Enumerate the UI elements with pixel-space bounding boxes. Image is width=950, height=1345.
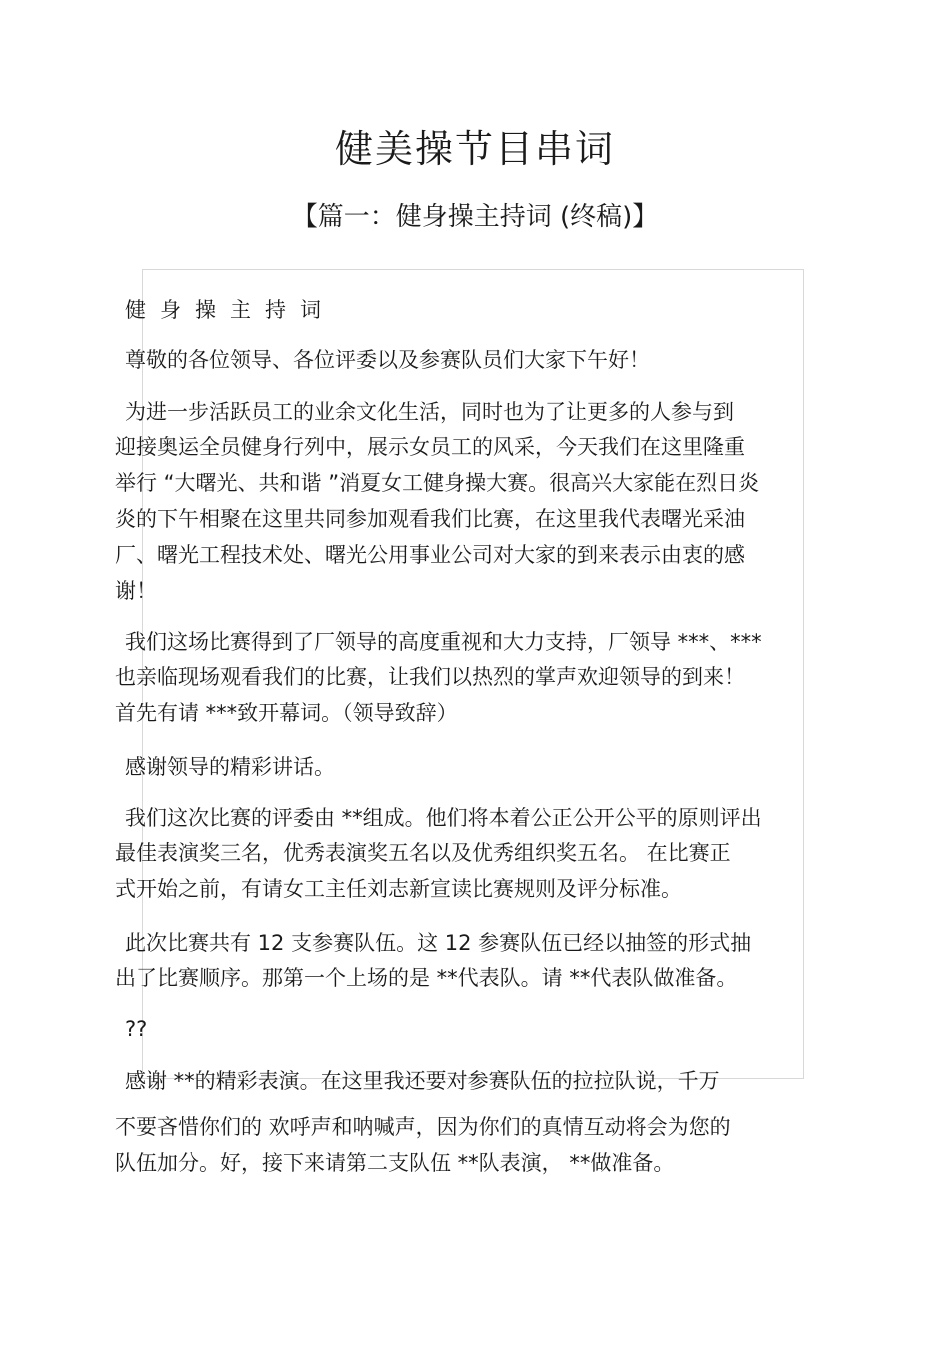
- judges-paragraph: 最佳表演奖三名，优秀表演奖五名以及优秀组织奖五名。 在比赛正 式开始之前，有请女工主任刘志新宣读比赛规则及评分标准。: [115, 841, 731, 901]
- teams-paragraph: 出了比赛顺序。那第一个上场的是 **代表队。请 **代表队做准备。: [115, 966, 738, 990]
- paragraph-line: 我们这场比赛得到了厂领导的高度重视和大力支持，厂领导 ***、***: [125, 630, 762, 654]
- document-title: 健美操节目串词: [334, 127, 615, 171]
- greeting-paragraph: 尊敬的各位领导、各位评委以及参赛队员们大家下午好！: [125, 348, 650, 372]
- section-heading: 健身操主持词: [125, 298, 335, 322]
- paragraph-line: 感谢 **的精彩表演。在这里我还要对参赛队伍的拉拉队说，千万: [125, 1069, 720, 1093]
- leaders-paragraph: 也亲临现场观看我们的比赛，让我们以热烈的掌声欢迎领导的到来！ 首先有请 ***致开幕词。（领导致辞）: [115, 665, 745, 725]
- intro-paragraph: 迎接奥运全员健身行列中，展示女员工的风采，今天我们在这里隆重 举行 “大曙光、共和谐 ”消夏女工健身操大赛。很高兴大家能在烈日炎 炎的下午相聚在这里共同参加观看我们比赛，在这里我代表曙光采油 厂、曙光工程技术处、曙光公用事业公司对大家的到来表示由衷的感 谢！: [115, 435, 760, 603]
- paragraph-line: 我们这次比赛的评委由 **组成。他们将本着公正公开公平的原则评出: [125, 806, 762, 830]
- document-subtitle: 【篇一：健身操主持词 (终稿)】: [291, 202, 659, 232]
- paragraph-line: 为进一步活跃员工的业余文化生活，同时也为了让更多的人参与到: [125, 400, 734, 424]
- ellipsis-paragraph: ??: [125, 1017, 148, 1041]
- cheer-paragraph: 不要吝惜你们的 欢呼声和呐喊声，因为你们的真情互动将会为您的 队伍加分。好，接下来请第二支队伍 **队表演， **做准备。: [115, 1115, 731, 1175]
- thanks-paragraph: 感谢领导的精彩讲话。: [125, 755, 335, 779]
- paragraph-line: 此次比赛共有 12 支参赛队伍。这 12 参赛队伍已经以抽签的形式抽: [125, 931, 752, 955]
